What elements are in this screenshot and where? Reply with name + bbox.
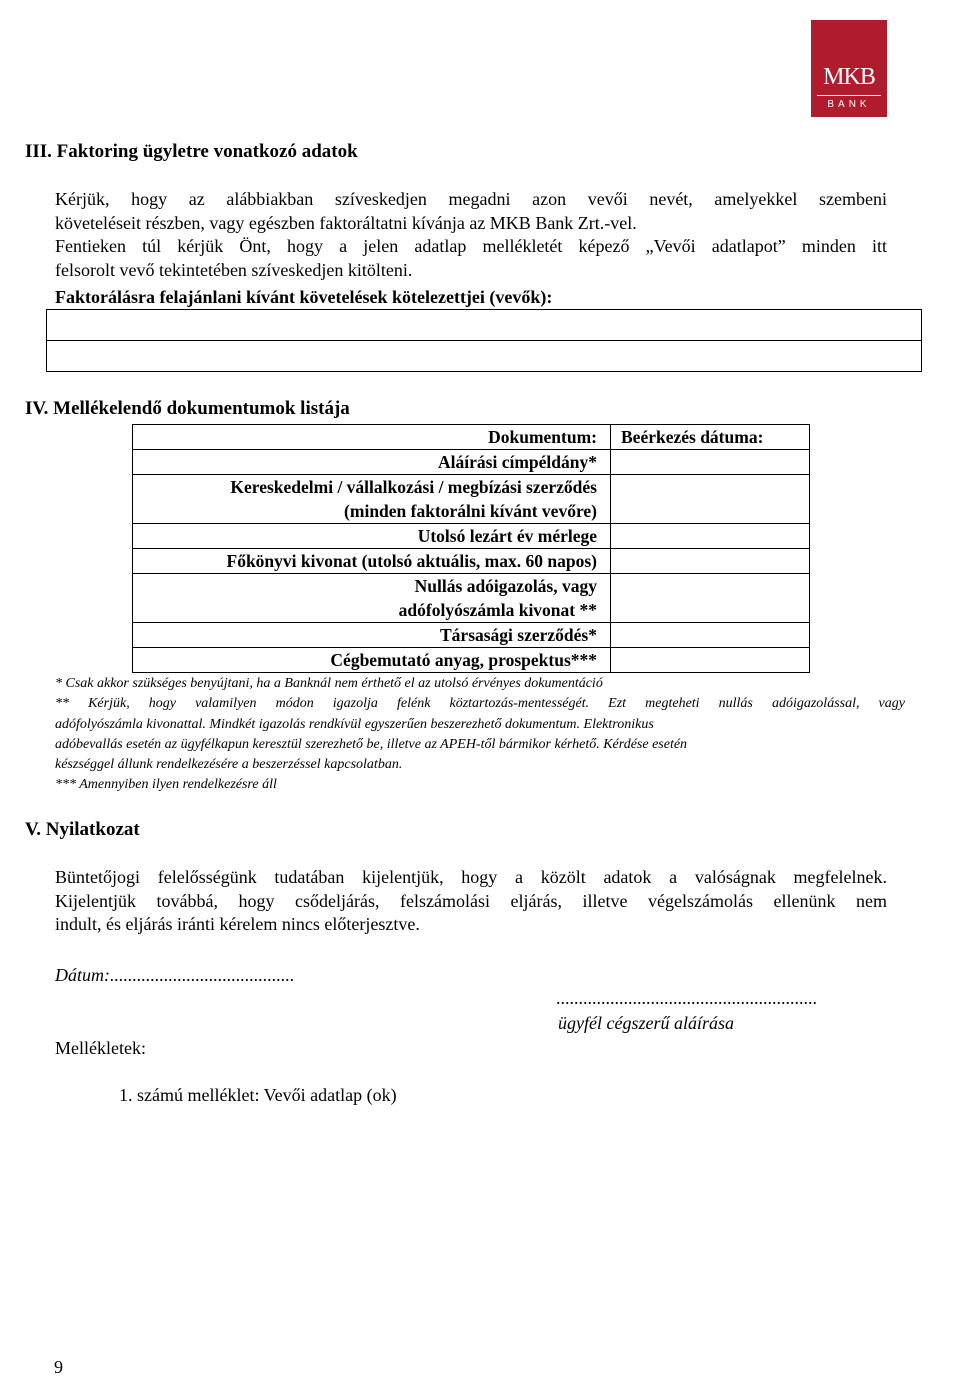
table-row [133, 648, 810, 673]
logo-subtitle: BANK [827, 99, 871, 110]
footnote-line: adóbevallás esetén az ügyfélkapun keresztül szerezhető be, illetve az APEH-től bármikor kérhető. Kérdése esetén [55, 736, 688, 752]
received-date-cell[interactable] [611, 623, 810, 648]
received-date-cell[interactable] [611, 549, 810, 574]
section-5-title: V. Nyilatkozat [25, 819, 140, 840]
footnote-line: ** Kérjük, hogy valamilyen módon igazolja felénk köztartozás-mentességét. Ezt megteheti nullás adóigazolással, vagy [55, 696, 905, 712]
section-3-title: III. Faktoring ügyletre vonatkozó adatok [25, 141, 358, 162]
paragraph-line: Fentieken túl kérjük Önt, hogy a jelen adatlap mellékletét képező „Vevői adatlapot” minden itt [55, 236, 887, 256]
received-date-cell[interactable] [611, 475, 810, 524]
section-4-title: IV. Mellékelendő dokumentumok listája [25, 398, 350, 419]
table-row [133, 524, 810, 549]
document-name: Nullás adóigazolás, vagy adófolyószámla kivonat ** [133, 574, 611, 623]
footnote-line: készséggel állunk rendelkezésére a beszerzéssel kapcsolatban. [55, 757, 403, 773]
table-row [133, 450, 810, 475]
table-header-row [133, 425, 810, 450]
document-name: Társasági szerződés* [133, 623, 611, 648]
buyers-input-box [46, 309, 922, 372]
footnote-line: * Csak akkor szükséges benyújtani, ha a Banknál nem érthető el az utolsó érvényes dokumentáció [55, 676, 603, 691]
table-footnotes [55, 674, 905, 796]
document-name: Utolsó lezárt év mérlege [133, 524, 611, 549]
table-row [133, 549, 810, 574]
received-date-cell[interactable] [611, 574, 810, 623]
buyer-input-row-2[interactable] [47, 340, 921, 371]
signature-line: .......................................................... [556, 988, 817, 1008]
received-date-cell[interactable] [611, 450, 810, 475]
header-document: Dokumentum: [133, 425, 611, 450]
attachment-item: 1. számú melléklet: Vevői adatlap (ok) [119, 1085, 397, 1105]
mkb-bank-logo [811, 20, 887, 117]
paragraph-line: indult, és eljárás iránti kérelem nincs előterjesztve. [55, 914, 420, 934]
footnote-line: adófolyószámla kivonattal. Mindkét igazolás rendkívül egyszerűen beszerezhető dokumentum. Elektronikus [55, 716, 654, 732]
table-row [133, 574, 810, 623]
table-row [133, 475, 810, 524]
table-row [133, 623, 810, 648]
buyers-label: Faktorálásra felajánlani kívánt követelések kötelezettjei (vevők): [55, 287, 553, 307]
paragraph-line: Kijelentjük továbbá, hogy csődeljárás, felszámolási eljárás, illetve végelszámolás ellenünk nem [55, 890, 887, 911]
received-date-cell[interactable] [611, 648, 810, 673]
buyer-input-row-1[interactable] [47, 310, 921, 340]
section-3-paragraph [55, 188, 887, 282]
page-number: 9 [54, 1357, 63, 1377]
document-name: Kereskedelmi / vállalkozási / megbízási szerződés (minden faktorálni kívánt vevőre) [133, 475, 611, 524]
logo-rule [817, 95, 881, 96]
logo-mark: MKB [823, 64, 875, 90]
document-name: Cégbemutató anyag, prospektus*** [133, 648, 611, 673]
paragraph-line: felsorolt vevő tekintetében szíveskedjen kitölteni. [55, 259, 413, 280]
received-date-cell[interactable] [611, 524, 810, 549]
declaration-paragraph [55, 866, 887, 937]
signature-label: ügyfél cégszerű aláírása [558, 1013, 734, 1033]
paragraph-line: Büntetőjogi felelősségünk tudatában kijelentjük, hogy a közölt adatok a valóságnak megfelelnek. [55, 867, 887, 887]
date-field[interactable]: Dátum:......................................... [55, 965, 295, 985]
footnote-line: *** Amennyiben ilyen rendelkezésre áll [55, 777, 277, 793]
documents-table [132, 424, 810, 673]
paragraph-line: Kérjük, hogy az alábbiakban szíveskedjen megadni azon vevői nevét, amelyekkel szembeni [55, 189, 887, 209]
header-received-date: Beérkezés dátuma: [611, 425, 810, 450]
document-name: Főkönyvi kivonat (utolsó aktuális, max. 60 napos) [133, 549, 611, 574]
paragraph-line: követeléseit részben, vagy egészben faktoráltatni kívánja az MKB Bank Zrt.-vel. [55, 212, 637, 233]
document-name: Aláírási címpéldány* [133, 450, 611, 475]
attachments-label: Mellékletek: [55, 1038, 146, 1058]
